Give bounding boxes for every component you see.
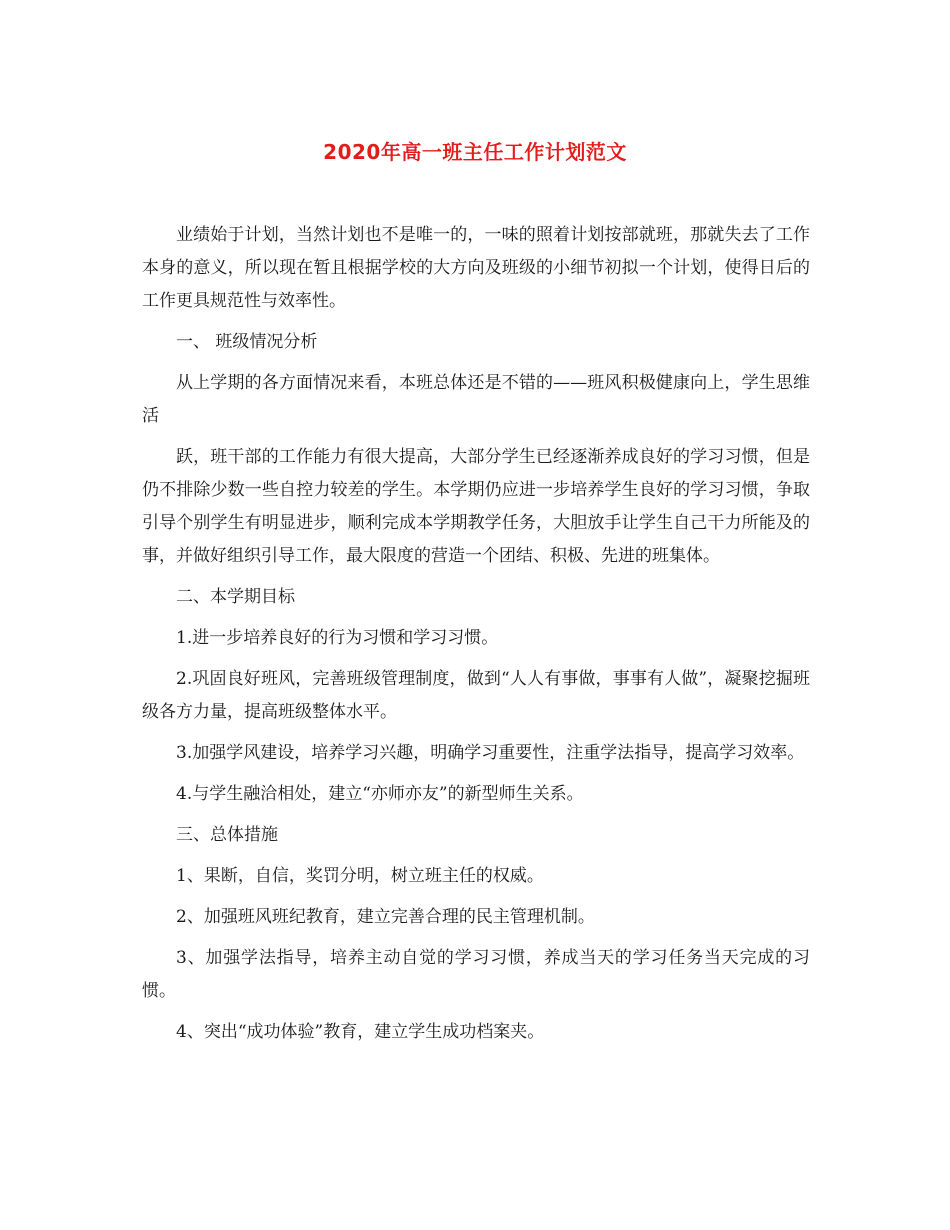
section-heading-3: 三、总体措施 [176,825,278,845]
paragraph-intro: 业绩始于计划，当然计划也不是唯一的，一味的照着计划按部就班，那就失去了工作本身的意义，所以现在暂且根据学校的大方向及班级的小细节初拟一个计划，使得日后的工作更具规范性与效率性。 [142,225,810,311]
measure-item-2: 2、加强班风班纪教育，建立完善合理的民主管理机制。 [176,907,595,927]
paragraph-class-analysis-2: 跃，班干部的工作能力有很大提高，大部分学生已经逐渐养成良好的学习习惯，但是仍不排除少数一些自控力较差的学生。本学期仍应进一步培养学生良好的学习习惯，争取引导个别学生有明显进步，顺利完成本学期教学任务，大胆放手让学生自己干力所能及的事，并做好组织引导工作，最大限度的营造一个团结、积极、先进的班集体。 [142,447,810,566]
goal-item-1: 1.进一步培养良好的行为习惯和学习习惯。 [176,628,499,648]
document-body [142,219,810,1057]
section-heading-2: 二、本学期目标 [176,587,295,607]
goal-item-3: 3.加强学风建设，培养学习兴趣，明确学习重要性，注重学法指导，提高学习效率。 [176,743,805,763]
section-heading-1: 一、 班级情况分析 [176,332,318,352]
measure-item-1: 1、果断，自信，奖罚分明，树立班主任的权威。 [176,866,544,886]
measure-item-3: 3、加强学法指导，培养主动自觉的学习习惯，养成当天的学习任务当天完成的习惯。 [142,948,810,1001]
document-title: 2020年高一班主任工作计划范文 [323,140,627,164]
paragraph-class-analysis-1: 从上学期的各方面情况来看，本班总体还是不错的——班风积极健康向上，学生思维活 [142,373,810,426]
goal-item-2: 2.巩固良好班风，完善班级管理制度，做到“人人有事做，事事有人做”，凝聚挖掘班级各方力量，提高班级整体水平。 [142,669,810,722]
measure-item-4: 4、突出“成功体验”教育，建立学生成功档案夹。 [176,1022,545,1042]
goal-item-4: 4.与学生融洽相处，建立“亦师亦友”的新型师生关系。 [176,784,584,804]
